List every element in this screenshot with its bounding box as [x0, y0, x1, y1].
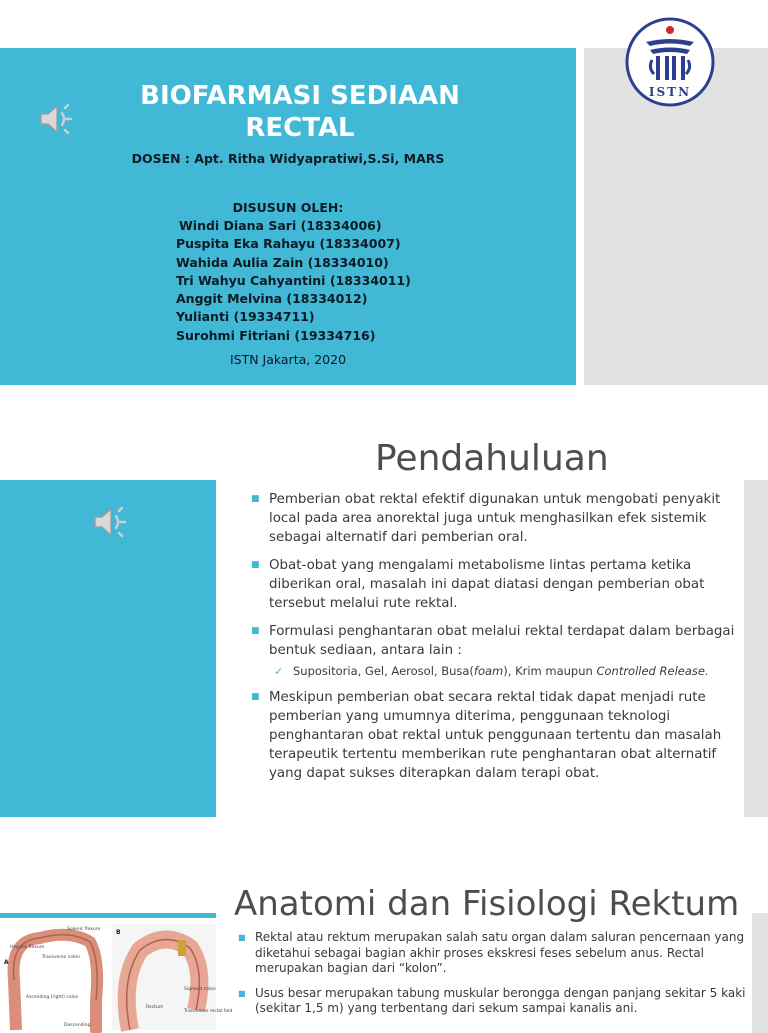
bullet-item — [251, 490, 741, 547]
title-line: BIOFARMASI SEDIAAN — [140, 81, 460, 111]
author-item: Puspita Eka Rahayu (18334007) — [176, 236, 401, 252]
bullet-text: Obat-obat yang mengalami metabolisme lintas pertama ketika diberikan oral, masalah ini dapat diatasi dengan pemberian obat tersebut melalui rute rektal. — [269, 558, 705, 611]
bullet-square-icon: ■ — [251, 494, 260, 504]
sub-text-italic: foam — [473, 664, 504, 678]
side-panel — [744, 480, 768, 817]
anatomy-label: Ascending (right) colon — [26, 995, 79, 1000]
sub-item — [269, 664, 741, 679]
anatomy-label: Hepatic flexure — [10, 945, 45, 950]
author-item: Surohmi Fitriani (19334716) — [176, 327, 376, 343]
authors-label: DISUSUN OLEH: — [232, 200, 344, 215]
bullet-item — [251, 688, 741, 783]
bullet-text: Meskipun pemberian obat secara rektal tidak dapat menjadi rute pemberian yang umumnya diterima, penggunaan teknologi penghantaran obat rektal untuk penggunaan tertentu dan masalah terapeutik tertentu memberikan rute penghantaran obat alternatif yang dapat sukses diterapkan dalam terapi obat. — [269, 690, 722, 781]
bullet-square-icon: ■ — [251, 560, 260, 570]
bullet-item — [251, 622, 741, 679]
slide-heading: Pendahuluan — [375, 438, 609, 479]
author-item: Tri Wahyu Cahyantini (18334011) — [176, 272, 411, 288]
anatomy-label: Transverse colon — [42, 955, 80, 960]
sub-text-italic: Controlled Release — [596, 664, 705, 678]
sub-text-italic: . — [704, 664, 709, 678]
place-date: ISTN Jakarta, 2020 — [229, 352, 347, 367]
bullet-item — [251, 556, 741, 613]
lecturer-text: DOSEN : Apt. Ritha Widyapratiwi,S.Si, MARS — [131, 151, 445, 166]
bullet-text: Rektal atau rektum merupakan salah satu organ dalam saluran pencernaan yang diketahui sebagai bagian akhir proses ekskresi feses sebelum anus. Rectal merupakan bagian dari “kolon”. — [255, 930, 745, 975]
bullet-list — [251, 490, 741, 792]
bullet-square-icon: ■ — [251, 626, 260, 636]
sub-text: ), Krim maupun — [503, 664, 597, 678]
slide-title — [100, 80, 500, 144]
bullet-square-icon: ■ — [238, 933, 246, 942]
panel-label: B — [116, 929, 121, 936]
intro-slide — [0, 432, 768, 818]
title-line: RECTAL — [245, 113, 355, 143]
accent-bar — [0, 913, 216, 918]
bullet-text: Pemberian obat rektal efektif digunakan untuk mengobati penyakit local pada area anorektal juga untuk menghasilkan efek sistemik sebagai alternatif dari pemberian oral. — [269, 492, 721, 545]
panel-label: A — [4, 959, 9, 966]
checkmark-icon: ✓ — [274, 665, 284, 678]
anatomy-label: Splenic flexure — [67, 927, 101, 932]
bullet-square-icon: ■ — [238, 988, 246, 998]
author-item: Wahida Aulia Zain (18334010) — [176, 254, 389, 270]
anatomy-slide — [0, 864, 768, 1028]
author-item: Yulianti (19334711) — [176, 309, 315, 325]
anatomy-label: Transverse rectal fold — [184, 1009, 233, 1014]
anatomy-label: Rectum — [146, 1005, 164, 1010]
anatomy-label: Descending — [64, 1023, 91, 1028]
istn-logo — [624, 16, 716, 108]
author-item: Anggit Melvina (18334012) — [176, 291, 368, 307]
slide-heading: Anatomi dan Fisiologi Rektum — [234, 884, 740, 924]
bullet-text: Formulasi penghantaran obat melalui rektal terdapat dalam berbagai bentuk sediaan, antara lain : — [269, 624, 735, 658]
bullet-item — [238, 986, 752, 1017]
speaker-icon[interactable] — [91, 502, 131, 542]
bullet-text: Usus besar merupakan tabung muskular berongga dengan panjang sekitar 5 kaki (sekitar 1,5 m) yang terbentang dari sekum sampai kanalis ani. — [255, 985, 746, 1015]
logo-text: ISTN — [648, 85, 692, 99]
colon-anatomy-illustration — [0, 920, 233, 1030]
bullet-list — [238, 930, 752, 1026]
sub-list — [269, 664, 741, 679]
sub-text: Supositoria, Gel, Aerosol, Busa( — [293, 664, 474, 678]
side-panel — [752, 913, 768, 1033]
bullet-item — [238, 930, 752, 977]
anatomy-label: Sigmoid colon — [184, 987, 216, 992]
bullet-square-icon: ■ — [251, 692, 260, 702]
speaker-icon[interactable] — [37, 99, 77, 139]
authors-list — [176, 217, 411, 345]
author-item: Windi Diana Sari (18334006) — [179, 218, 382, 233]
